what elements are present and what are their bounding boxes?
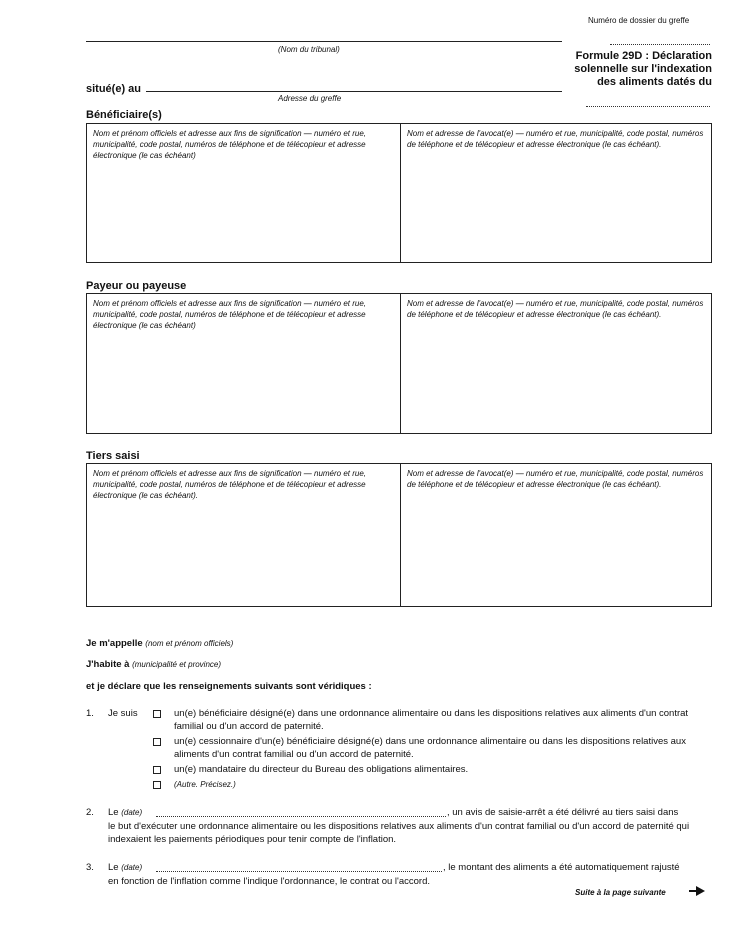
item3-date-field[interactable] xyxy=(156,871,442,872)
live-in-row xyxy=(86,658,221,671)
section-title-garnishee: Tiers saisi xyxy=(86,450,140,462)
option1-text: un(e) bénéficiaire désigné(e) dans une ordonnance alimentaire ou dans les dispositions relatives aux aliments d'un contrat familial ou d'un accord de paternité. xyxy=(174,708,689,732)
my-name-hint: (nom et prénom officiels) xyxy=(145,639,234,648)
live-in-input[interactable] xyxy=(254,669,712,670)
field-instructions: Nom et prénom officiels et adresse aux fins de signification — numéro et rue, municipalité, code postal, numéros de téléphone et de télécopieur et adresse électronique (le cas échéant). xyxy=(93,469,367,500)
beneficiary-lawyer-field[interactable] xyxy=(401,124,711,262)
court-name-caption: (Nom du tribunal) xyxy=(278,45,340,54)
declaration-statement: et je déclare que les renseignements suivants sont véridiques : xyxy=(86,681,372,692)
item3-date-hint: (date) xyxy=(121,863,143,872)
right-arrow-icon xyxy=(696,886,705,896)
garnishee-box xyxy=(86,463,712,607)
located-at-label: situé(e) au xyxy=(86,83,142,95)
payor-box xyxy=(86,293,712,434)
item1-number: 1. xyxy=(86,708,94,719)
field-instructions: Nom et prénom officiels et adresse aux fins de signification — numéro et rue, municipalité, code postal, numéros de téléphone et de télécopieur et adresse électronique (le cas échéant) xyxy=(93,299,367,330)
option2-checkbox[interactable] xyxy=(153,738,161,746)
field-instructions: Nom et prénom officiels et adresse aux fins de signification — numéro et rue, municipalité, code postal, numéros de téléphone et de télécopieur et adresse électronique (le cas échéant) xyxy=(93,129,367,160)
option3-text: un(e) mandataire du directeur du Bureau des obligations alimentaires. xyxy=(174,764,469,775)
beneficiary-name-address-field[interactable] xyxy=(87,124,401,262)
court-address-line[interactable] xyxy=(146,91,562,92)
item3-lead-row xyxy=(108,861,142,874)
court-name-line[interactable] xyxy=(86,41,562,42)
field-instructions: Nom et adresse de l'avocat(e) — numéro et rue, municipalité, code postal, numéros de téléphone et de télécopieur et adresse électronique (le cas échéant). xyxy=(407,129,704,149)
item1-lead: Je suis xyxy=(108,708,138,719)
item3-text-a: , le montant des aliments a été automatiquement rajusté xyxy=(443,862,680,873)
my-name-input[interactable] xyxy=(270,648,712,649)
option4-text: (Autre. Précisez.) xyxy=(174,780,236,789)
section-title-beneficiary: Bénéficiaire(s) xyxy=(86,109,162,121)
option4-checkbox[interactable] xyxy=(153,781,161,789)
field-instructions: Nom et adresse de l'avocat(e) — numéro et rue, municipalité, code postal, numéros de téléphone et de télécopieur et adresse électronique (le cas échéant). xyxy=(407,469,704,489)
option3-checkbox[interactable] xyxy=(153,766,161,774)
item3-text-b: en fonction de l'inflation comme l'indique l'ordonnance, le contrat ou l'accord. xyxy=(108,876,431,887)
form-title-line: Formule 29D : Déclaration xyxy=(575,50,712,62)
item2-lead-row xyxy=(108,806,142,819)
form-title-line: solennelle sur l'indexation xyxy=(574,63,712,75)
option2-text: un(e) cessionnaire d'un(e) bénéficiaire désigné(e) dans une ordonnance alimentaire ou dans les dispositions relatives aux aliments d'un contrat familial ou d'un accord de paternité. xyxy=(174,736,686,760)
file-number-label: Numéro de dossier du greffe xyxy=(588,16,690,25)
field-instructions: Nom et adresse de l'avocat(e) — numéro et rue, municipalité, code postal, numéros de téléphone et de télécopieur et adresse électronique (le cas échéant). xyxy=(407,299,704,319)
form-title-line: des aliments datés du xyxy=(597,76,712,88)
form-title xyxy=(562,50,712,89)
section-title-payor: Payeur ou payeuse xyxy=(86,280,187,292)
item3-number: 3. xyxy=(86,862,94,873)
garnishee-name-address-field[interactable] xyxy=(87,464,401,606)
beneficiary-box xyxy=(86,123,712,263)
address-caption: Adresse du greffe xyxy=(278,94,342,103)
live-in-hint: (municipalité et province) xyxy=(132,660,222,669)
file-number-field[interactable] xyxy=(610,44,710,45)
payor-lawyer-field[interactable] xyxy=(401,294,711,433)
item2-text-a: , un avis de saisie-arrêt a été délivré au tiers saisi dans xyxy=(447,807,679,818)
option1-checkbox[interactable] xyxy=(153,710,161,718)
right-arrow-icon xyxy=(689,890,697,892)
item2-number: 2. xyxy=(86,807,94,818)
payor-name-address-field[interactable] xyxy=(87,294,401,433)
support-date-field[interactable] xyxy=(586,106,710,107)
item2-text-b: le but d'exécuter une ordonnance alimentaire ou les dispositions relatives aux aliments d'un contrat familial ou d'un accord de paternité qui indexaient les paiements périodiques pour tenir compte de l'inflation. xyxy=(108,821,690,845)
live-in-label: J'habite à xyxy=(86,659,130,670)
item2-date-hint: (date) xyxy=(121,808,143,817)
continued-label: Suite à la page suivante xyxy=(575,888,666,897)
my-name-label: Je m'appelle xyxy=(86,638,143,649)
item3-lead: Le xyxy=(108,862,119,873)
my-name-row xyxy=(86,637,233,650)
garnishee-lawyer-field[interactable] xyxy=(401,464,711,606)
item2-lead: Le xyxy=(108,807,119,818)
item2-date-field[interactable] xyxy=(156,816,446,817)
